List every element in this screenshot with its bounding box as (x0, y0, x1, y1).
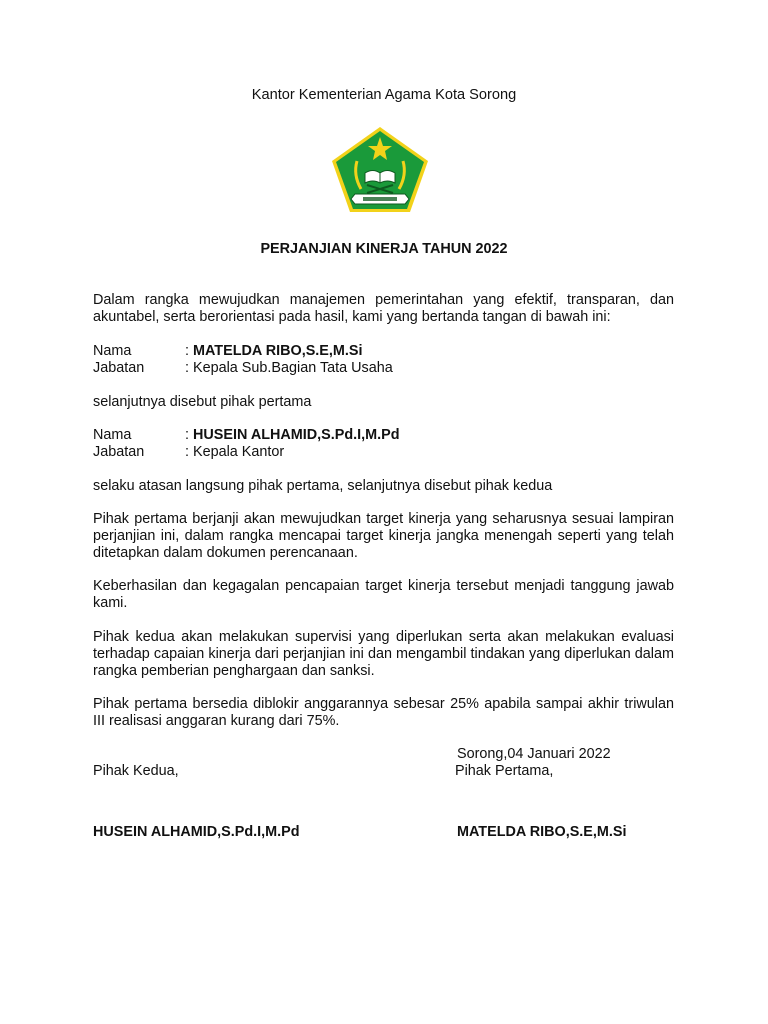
kemenag-emblem-icon (329, 125, 431, 214)
place-date: Sorong,04 Januari 2022 (457, 746, 611, 762)
signature-left-name: HUSEIN ALHAMID,S.Pd.I,M.Pd (93, 824, 300, 840)
responsibility-paragraph: Keberhasilan dan kegagalan pencapaian target kinerja tersebut menjadi tanggung jawab kami. (93, 578, 674, 611)
signature-left-label: Pihak Kedua, (93, 763, 179, 779)
party2-note: selaku atasan langsung pihak pertama, selanjutnya disebut pihak kedua (93, 478, 553, 494)
party1-position-row (185, 360, 393, 377)
commitment-paragraph: Pihak pertama berjanji akan mewujudkan target kinerja yang seharusnya sesuai lampiran perjanjian ini, dalam rangka mencapai target kinerja jangka menengah seperti yang telah ditetapkan dalam dokumen perencanaan. (93, 511, 674, 561)
party2-name-value: HUSEIN ALHAMID,S.Pd.I,M.Pd (193, 427, 400, 443)
colon: : (185, 427, 189, 443)
intro-paragraph: Dalam rangka mewujudkan manajemen pemerintahan yang efektif, transparan, dan akuntabel, serta berorientasi pada hasil, kami yang bertanda tangan di bawah ini: (93, 292, 674, 325)
party2-name-row (185, 427, 400, 444)
colon: : (185, 360, 189, 376)
signature-right-label: Pihak Pertama, (455, 763, 554, 779)
document-title: PERJANJIAN KINERJA TAHUN 2022 (260, 241, 508, 257)
colon: : (185, 343, 189, 359)
party2-position-value: Kepala Kantor (193, 444, 285, 460)
party2-position-label: Jabatan (93, 444, 145, 460)
party1-note: selanjutnya disebut pihak pertama (93, 394, 312, 410)
party2-name-label: Nama (93, 427, 132, 443)
supervision-paragraph: Pihak kedua akan melakukan supervisi yang diperlukan serta akan melakukan evaluasi terhadap capaian kinerja dari perjanjian ini dan mengambil tindakan yang diperlukan dalam rangka pemberian penghargaan dan sanksi. (93, 629, 674, 679)
party1-position-label: Jabatan (93, 360, 145, 376)
colon: : (185, 444, 189, 460)
budget-paragraph: Pihak pertama bersedia diblokir anggarannya sebesar 25% apabila sampai akhir triwulan III realisasi anggaran kurang dari 75%. (93, 696, 674, 729)
party1-position-value: Kepala Sub.Bagian Tata Usaha (193, 360, 393, 376)
office-header: Kantor Kementerian Agama Kota Sorong (251, 87, 517, 103)
party2-position-row (185, 444, 284, 461)
signature-right-name: MATELDA RIBO,S.E,M.Si (457, 824, 627, 840)
party1-name-row (185, 343, 363, 360)
party1-name-value: MATELDA RIBO,S.E,M.Si (193, 343, 363, 359)
party1-name-label: Nama (93, 343, 132, 359)
